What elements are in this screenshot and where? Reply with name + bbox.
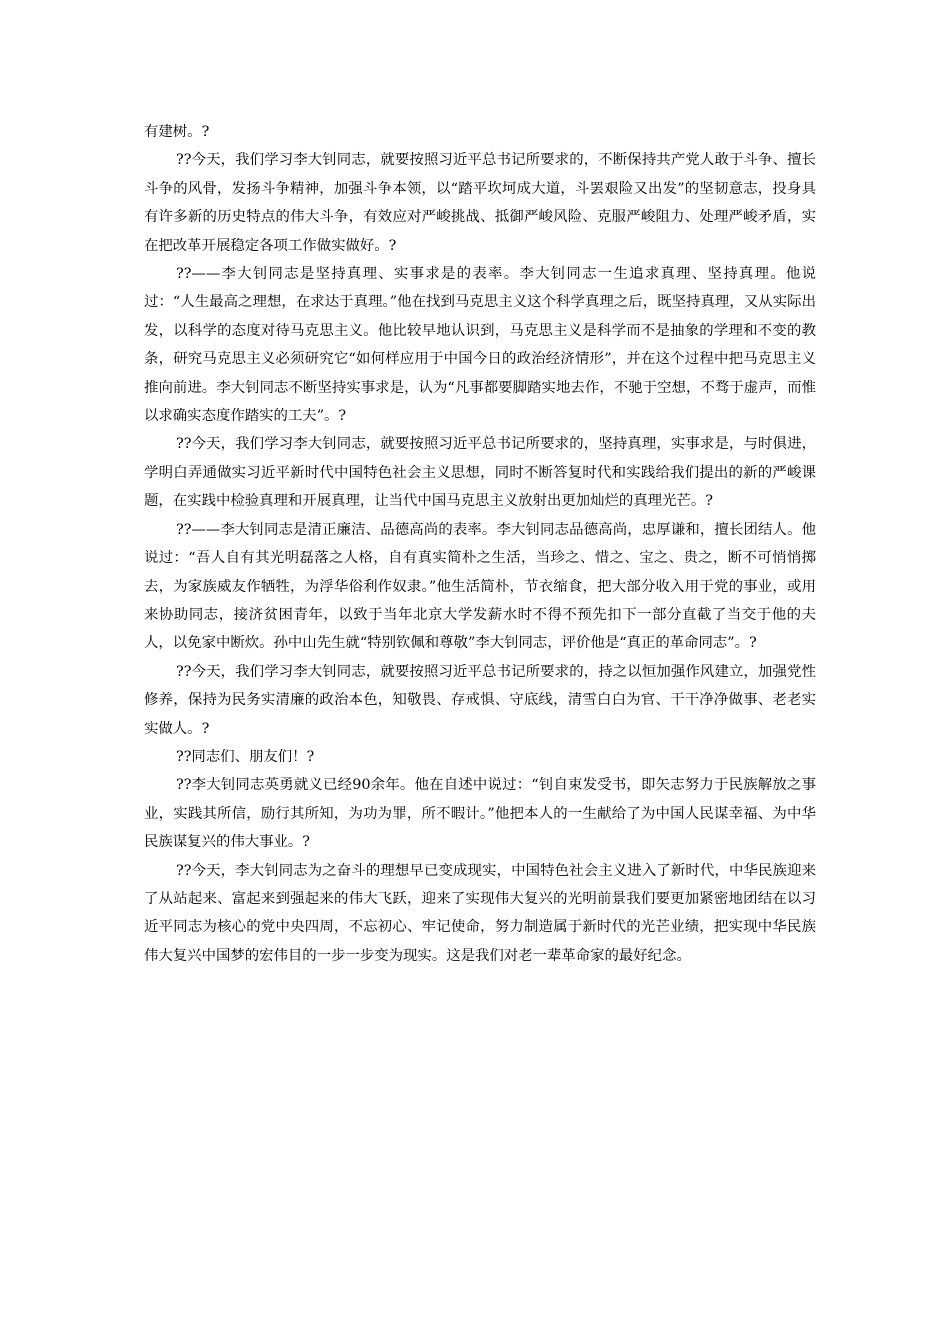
- paragraph: 有建树。?: [144, 124, 210, 140]
- paragraph: ??今天，我们学习李大钊同志，就要按照习近平总书记所要求的，持之以恒加强作风建立，加强党性修养，保持为民务实清廉的政治本色，知敬畏、存戒惧、守底线，清雪白白为官、干干净净做事、老老实实做人。?: [144, 663, 816, 737]
- paragraph: ??今天，我们学习李大钊同志，就要按照习近平总书记所要求的，坚持真理，实事求是，与时俱进，学明白弄通做实习近平新时代中国特色社会主义思想，同时不断答复时代和实践给我们提出的新的严峻课题，在实践中检验真理和开展真理，让当代中国马克思主义放射出更加灿烂的真理光芒。?: [144, 436, 816, 510]
- paragraph: ??——李大钊同志是坚持真理、实事求是的表率。李大钊同志一生追求真理、坚持真理。他说过：“人生最高之理想，在求达于真理。”他在找到马克思主义这个科学真理之后，既坚持真理，又从实际出发，以科学的态度对待马克思主义。他比较早地认识到，马克思主义是科学而不是抽象的学理和不变的教条，研究马克思主义必须研究它“如何样应用于中国今日的政治经济情形”，并在这个过程中把马克思主义推向前进。李大钊同志不断坚持实事求是，认为“凡事都要脚踏实地去作，不驰于空想，不骛于虚声，而惟以求确实态度作踏实的工夫”。?: [144, 266, 816, 425]
- paragraph: ??今天，我们学习李大钊同志，就要按照习近平总书记所要求的，不断保持共产党人敢于斗争、擅长斗争的风骨，发扬斗争精神，加强斗争本领，以“踏平坎坷成大道，斗罢艰险又出发”的坚韧意志，投身具有许多新的历史特点的伟大斗争，有效应对严峻挑战、抵御严峻风险、克服严峻阻力、处理严峻矛盾，实在把改革开展稳定各项工作做实做好。?: [144, 152, 816, 254]
- paragraph: ??——李大钊同志是清正廉洁、品德高尚的表率。李大钊同志品德高尚，忠厚谦和，擅长团结人。他说过：“吾人自有其光明磊落之人格，自有真实简朴之生活，当珍之、惜之、宝之、贵之，断不可悄悄掷去，为家族威友作牺牲，为浮华俗利作奴隶。”他生活简朴，节衣缩食，把大部分收入用于党的事业，或用来协助同志，接济贫困青年，以致于当年北京大学发薪水时不得不预先扣下一部分直截了当交于他的夫人，以免家中断炊。孙中山先生就“特别钦佩和尊敬”李大钊同志，评价他是“真正的革命同志”。?: [144, 521, 816, 652]
- paragraph: ??同志们、朋友们！?: [176, 748, 315, 765]
- paragraph: ??今天，李大钊同志为之奋斗的理想早已变成现实，中国特色社会主义进入了新时代，中华民族迎来了从站起来、富起来到强起来的伟大飞跃，迎来了实现伟大复兴的光明前景我们要更加紧密地团结在以习近平同志为核心的党中央四周，不忘初心、牢记使命，努力制造属于新时代的光芒业绩，把实现中华民族伟大复兴中国梦的宏伟目的一步一步变为现实。这是我们对老一辈革命家的最好纪念。: [144, 862, 816, 964]
- document-body: [144, 118, 816, 970]
- paragraph: ??李大钊同志英勇就义已经90余年。他在自述中说过：“钊自束发受书，即矢志努力于民族解放之事业，实践其所信，励行其所知，为功为罪，所不暇计。”他把本人的一生献给了为中国人民谋幸福、为中华民族谋复兴的伟大事业。?: [144, 777, 816, 851]
